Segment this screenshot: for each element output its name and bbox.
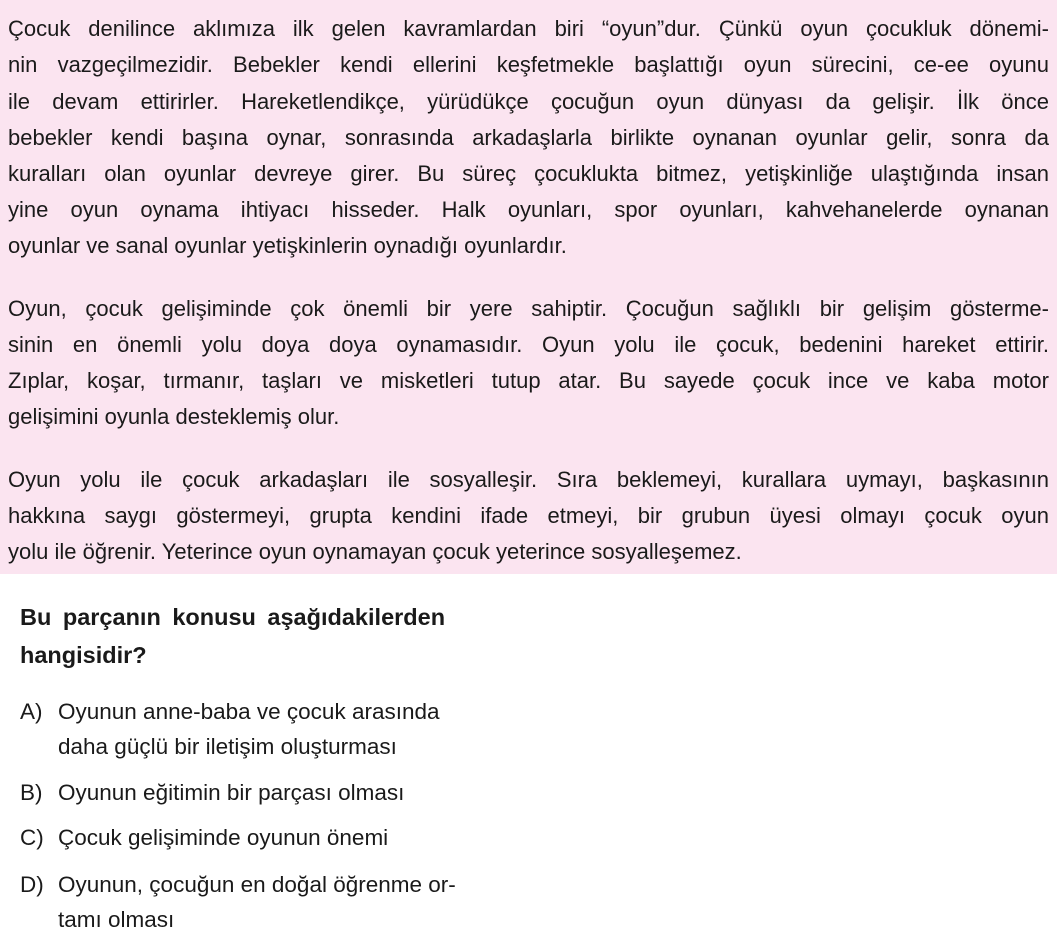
passage-line: sinin en önemli yolu doya doya oynamasıdır. Oyun yolu ile çocuk, bedenini hareket ettirir. [8,332,1049,357]
passage-line: ile devam ettirirler. Hareketlendikçe, yürüdükçe çocuğun oyun dünyası da gelişir. İlk önce [8,89,1049,114]
option-text: daha güçlü bir iletişim oluşturması [58,734,397,759]
passage-line: gelişimini oyunla desteklemiş olur. [8,404,340,429]
option-letter: B) [20,780,43,805]
passage-line: Oyun yolu ile çocuk arkadaşları ile sosyalleşir. Sıra beklemeyi, kurallara uymayı, başkasının [8,467,1049,492]
option-text: Çocuk gelişiminde oyunun önemi [58,825,389,850]
option-text: Oyunun, çocuğun en doğal öğrenme or- [58,872,456,897]
passage-line: bebekler kendi başına oynar, sonrasında arkadaşlarla birlikte oynanan oyunlar gelir, sonra da [8,125,1049,150]
passage-line: Oyun, çocuk gelişiminde çok önemli bir yere sahiptir. Çocuğun sağlıklı bir gelişim gösterme- [8,296,1049,321]
option-letter: C) [20,825,44,850]
option-letter: D) [20,872,44,897]
option-text: tamı olması [58,907,175,932]
option-text: Oyunun eğitimin bir parçası olması [58,780,405,805]
passage-line: kuralları olan oyunlar devreye girer. Bu süreç çocuklukta bitmez, yetişkinliğe ulaştığında insan [8,161,1049,186]
option-letter: A) [20,699,43,724]
passage-line: oyunlar ve sanal oyunlar yetişkinlerin oynadığı oyunlardır. [8,233,567,258]
passage-line: Çocuk denilince aklımıza ilk gelen kavramlardan biri “oyun”dur. Çünkü oyun çocukluk dönemi- [8,16,1049,41]
passage-line: hakkına saygı göstermeyi, grupta kendini ifade etmeyi, bir grubun üyesi olmayı çocuk oyun [8,503,1049,528]
option-text: Oyunun anne-baba ve çocuk arasında [58,699,440,724]
question-stem: hangisidir? [20,642,147,668]
passage-line: nin vazgeçilmezidir. Bebekler kendi ellerini keşfetmekle başlattığı oyun sürecini, ce-ee oyunu [8,52,1049,77]
passage-line: yine oyun oynama ihtiyacı hisseder. Halk oyunları, spor oyunları, kahvehanelerde oynanan [8,197,1049,222]
passage-line: yolu ile öğrenir. Yeterince oyun oynamayan çocuk yeterince sosyalleşemez. [8,539,742,564]
question-stem: Bu parçanın konusu aşağıdakilerden [20,604,446,630]
passage-line: Zıplar, koşar, tırmanır, taşları ve misketleri tutup atar. Bu sayede çocuk ince ve kaba motor [8,368,1049,393]
